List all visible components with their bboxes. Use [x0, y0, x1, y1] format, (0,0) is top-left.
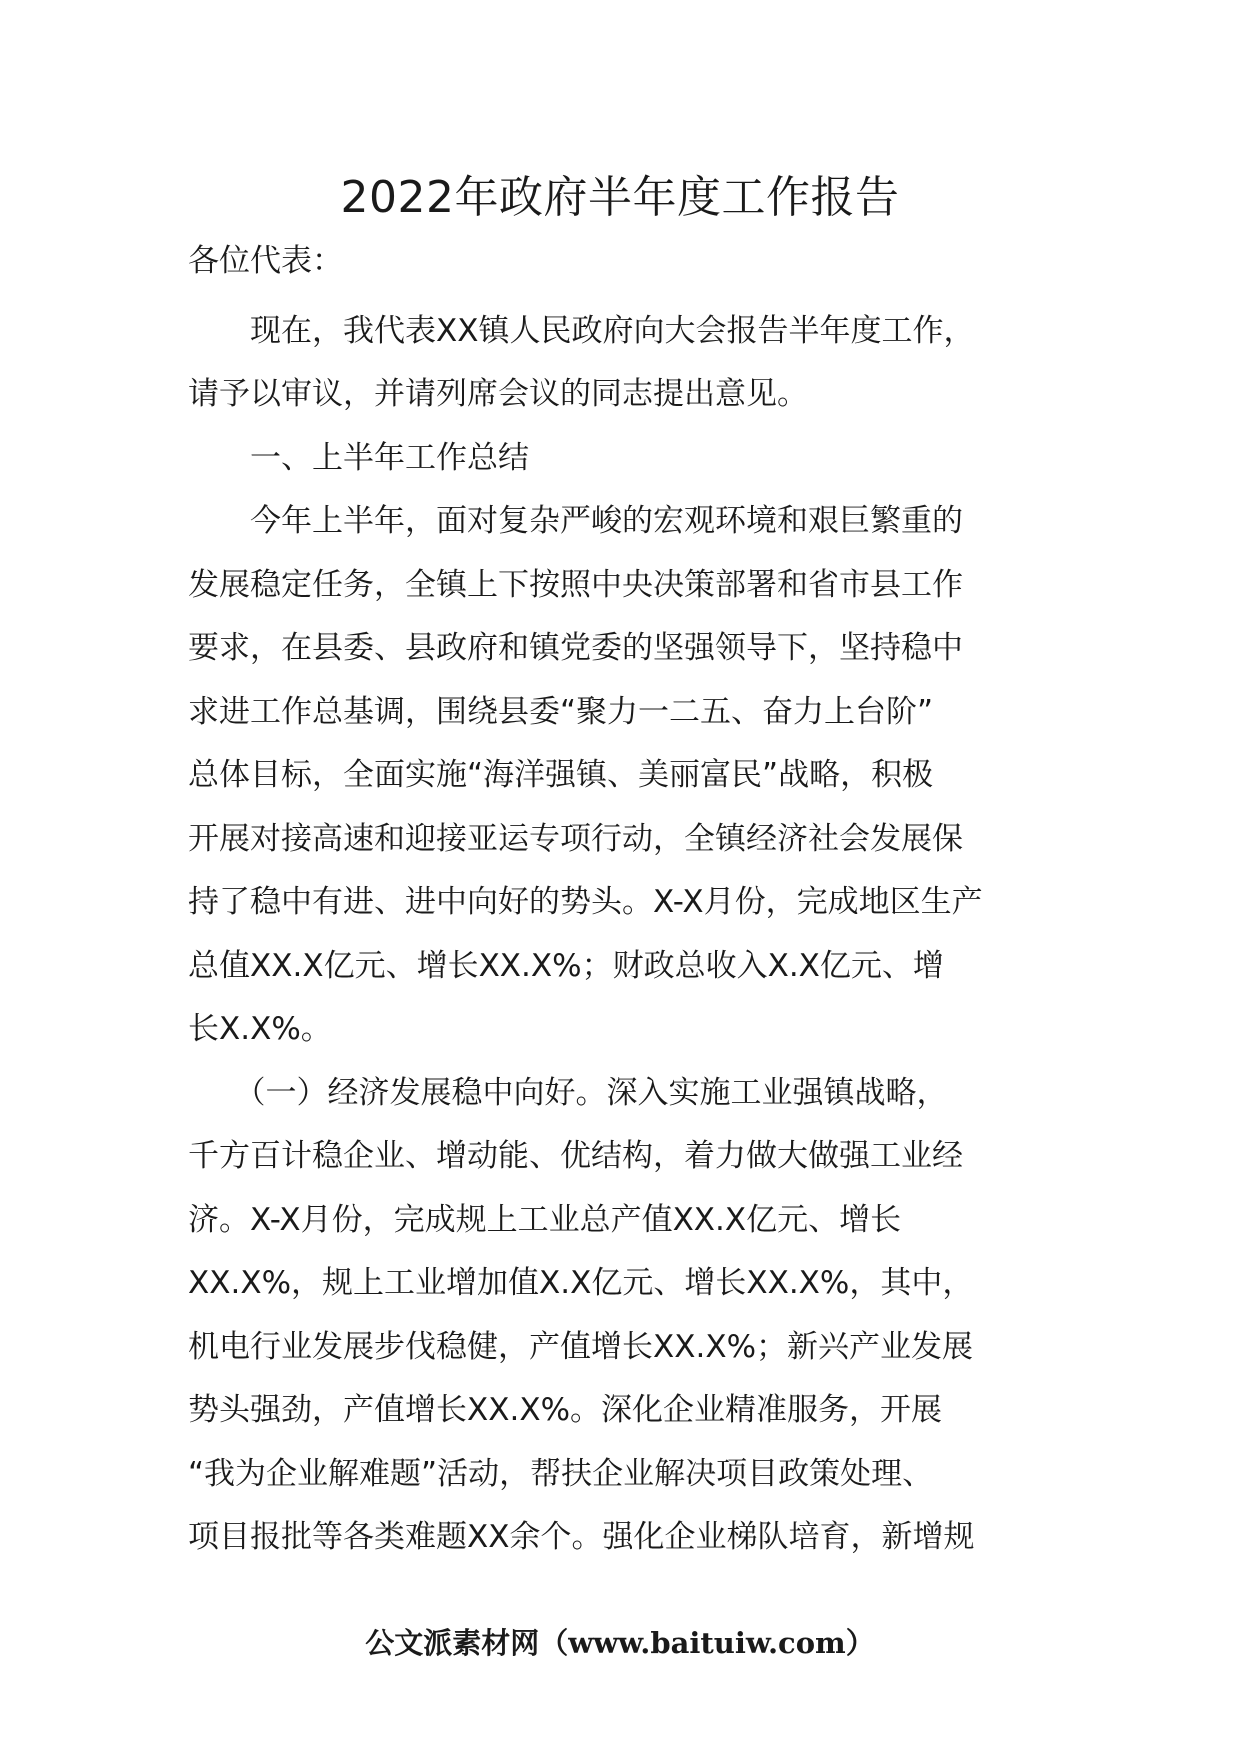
body-line: 势头强劲，产值增长XX.X%。深化企业精准服务，开展	[188, 1392, 943, 1428]
body-line: 今年上半年，面对复杂严峻的宏观环境和艰巨繁重的	[188, 503, 963, 539]
body-line: 持了稳中有进、进中向好的势头。X-X月份，完成地区生产	[188, 884, 983, 920]
body-line: 长X.X%。	[188, 1011, 332, 1047]
document-title: 2022年政府半年度工作报告	[340, 172, 900, 223]
body-line: 请予以审议，并请列席会议的同志提出意见。	[188, 376, 808, 412]
body-line: 求进工作总基调，围绕县委“聚力一二五、奋力上台阶”	[188, 694, 934, 730]
body-line: 开展对接高速和迎接亚运专项行动，全镇经济社会发展保	[188, 821, 963, 857]
body-line: XX.X%，规上工业增加值X.X亿元、增长XX.X%，其中，	[188, 1265, 974, 1301]
body-line: 千方百计稳企业、增动能、优结构，着力做大做强工业经	[188, 1138, 963, 1174]
footer-watermark: 公文派素材网（www.baituiw.com）	[365, 1626, 875, 1660]
body-line: （一）经济发展稳中向好。深入实施工业强镇战略，	[188, 1075, 948, 1111]
body-line: 各位代表：	[188, 243, 343, 279]
body-line: 项目报批等各类难题XX余个。强化企业梯队培育，新增规	[188, 1519, 975, 1555]
body-line: 要求，在县委、县政府和镇党委的坚强领导下，坚持稳中	[188, 630, 963, 666]
body-line: 总体目标，全面实施“海洋强镇、美丽富民”战略，积极	[188, 757, 934, 793]
body-line: 机电行业发展步伐稳健，产值增长XX.X%；新兴产业发展	[188, 1329, 974, 1365]
body-line: 总值XX.X亿元、增长XX.X%；财政总收入X.X亿元、增	[188, 948, 944, 984]
body-line: 一、上半年工作总结	[188, 440, 529, 476]
body-line: 现在，我代表XX镇人民政府向大会报告半年度工作，	[188, 313, 975, 349]
body-line: 济。X-X月份，完成规上工业总产值XX.X亿元、增长	[188, 1202, 902, 1238]
body-line: 发展稳定任务，全镇上下按照中央决策部署和省市县工作	[188, 567, 963, 603]
body-line: “我为企业解难题”活动，帮扶企业解决项目政策处理、	[188, 1456, 934, 1492]
